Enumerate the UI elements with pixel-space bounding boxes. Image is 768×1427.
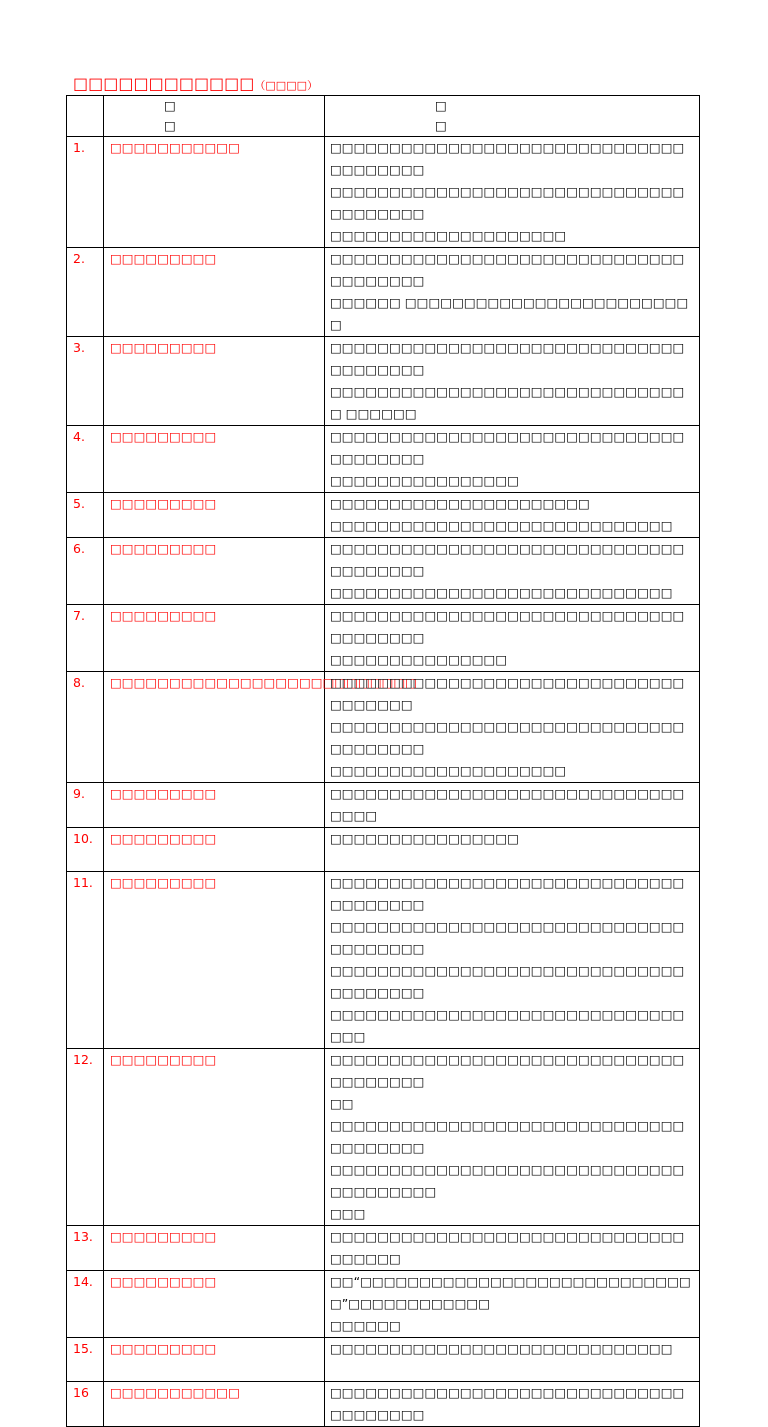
table-row — [67, 248, 700, 337]
table-row — [67, 1382, 700, 1427]
row-term: □□□□□□□□□ — [104, 538, 325, 605]
row-number: 4. — [67, 426, 104, 493]
row-description — [325, 493, 700, 538]
description-line: □□□□□□□□□□□□□□□□□□□□□□□□□□□□□□□□□□ — [330, 786, 685, 823]
description-line: □□□□□□□□□□□□□□□□□□□□□□□□□□□□□□□□□□□□□□ — [330, 875, 685, 912]
description-line: □□□□□□□□□□□□□□□□□□□□□□□□□□□□□□□□□□□□ — [330, 1229, 685, 1266]
row-description — [325, 828, 700, 872]
row-number: 9. — [67, 783, 104, 828]
table-row — [67, 538, 700, 605]
document-title-main: □□□□□□□□□□□□ — [73, 74, 255, 93]
row-description — [325, 426, 700, 493]
description-line: □□□□□□□□□□□□□□□□□□□□□□□□□□□□□□□□□□□□□□□ — [330, 1162, 685, 1199]
table-row — [67, 493, 700, 538]
row-number: 2. — [67, 248, 104, 337]
description-line: □□□□□□ — [330, 1318, 401, 1333]
row-description — [325, 1271, 700, 1338]
description-line: □□□□□□□□□□□□□□□□□□□□□□□□□□□□□□□□□□□□□ — [330, 675, 685, 712]
description-line: □□□□□□□□□□□□□□□□ — [330, 473, 519, 488]
table-body — [67, 137, 700, 1427]
table-row — [67, 337, 700, 426]
definitions-table — [66, 95, 700, 1427]
row-term: □□□□□□□□□ — [104, 605, 325, 672]
row-term: □□□□□□□□□ — [104, 828, 325, 872]
row-description — [325, 605, 700, 672]
description-line: □□□□□□□□□□□□□□□□□□□□□□□□□□□□□□□□□□□□□□ — [330, 608, 685, 645]
table-row — [67, 1049, 700, 1226]
description-line: □□□ — [330, 1206, 366, 1221]
row-number: 13. — [67, 1226, 104, 1271]
row-term: □□□□□□□□□ — [104, 1226, 325, 1271]
row-term: □□□□□□□□□ — [104, 1338, 325, 1382]
description-line: □□□□□□□□□□□□□□□□ — [330, 831, 519, 846]
row-number: 15. — [67, 1338, 104, 1382]
row-description — [325, 872, 700, 1049]
table-row — [67, 1271, 700, 1338]
description-line: □□□□□□□□□□□□□□□□□□□□□□□□□□□□□□□□□□□□□□ — [330, 919, 685, 956]
description-line: □□□□□□□□□□□□□□□□□□□□□□□□□□□□□□□□□□□□□□ — [330, 1118, 685, 1155]
table-row — [67, 605, 700, 672]
row-term: □□□□□□□□□ — [104, 783, 325, 828]
row-number: 6. — [67, 538, 104, 605]
row-number: 3. — [67, 337, 104, 426]
row-description — [325, 248, 700, 337]
row-term: □□□□□□□□□ — [104, 426, 325, 493]
description-line: □□□□□□□□□□□□□□□□□□□□□□□□□□□□□□□□□□□□□□ — [330, 184, 685, 221]
row-description — [325, 672, 700, 783]
description-line: □□□□□□□□□□□□□□□□□□□□□□□□□□□□□ — [330, 1341, 673, 1356]
row-term: □□□□□□□□□□□ — [104, 137, 325, 248]
description-line: □□□□□□□□□□□□□□□□□□□□□□□□□□□□□□□□□□□□□□ — [330, 251, 685, 288]
header-term — [104, 96, 325, 137]
row-number: 5. — [67, 493, 104, 538]
table-row — [67, 426, 700, 493]
row-description — [325, 337, 700, 426]
header-term-label: □ □ — [164, 98, 248, 133]
row-term: □□□□□□□□□ — [104, 1271, 325, 1338]
table-row — [67, 1338, 700, 1382]
description-line: □□□□□□□□□□□□□□□□□□□□□□ — [330, 496, 590, 511]
row-description — [325, 1338, 700, 1382]
row-term: □□□□□□□□□ — [104, 1049, 325, 1226]
header-description — [325, 96, 700, 137]
description-line: □□□□□□□□□□□□□□□□□□□□□□□□□□□□□□□□□□□□□□ — [330, 963, 685, 1000]
description-line: □□□□□□□□□□□□□□□□□□□□□□□□□□□□□□□□□□□□□□ — [330, 1385, 685, 1422]
description-line: □□□□□□□□□□□□□□□□□□□□ — [330, 763, 567, 778]
row-term: □□□□□□□□□□□□□□□□□□□□□□□□□□ — [104, 672, 325, 783]
row-term: □□□□□□□□□ — [104, 493, 325, 538]
row-number: 12. — [67, 1049, 104, 1226]
table-row — [67, 1226, 700, 1271]
description-line: □□□□□□□□□□□□□□□□□□□□□□□□□□□□□□□ □□□□□□ — [330, 384, 685, 421]
description-line: □□□□□□□□□□□□□□□□□□□□□□□□□□□□□□□□□□□□□□ — [330, 140, 685, 177]
row-description — [325, 137, 700, 248]
row-number: 8. — [67, 672, 104, 783]
row-term: □□□□□□□□□ — [104, 337, 325, 426]
description-line: □□□□□□□□□□□□□□□□□□□□□□□□□□□□□□□□□□□□□□ — [330, 541, 685, 578]
row-term: □□□□□□□□□ — [104, 872, 325, 1049]
row-number: 14. — [67, 1271, 104, 1338]
description-line: □□ — [330, 1096, 354, 1111]
table-row — [67, 672, 700, 783]
table-row — [67, 872, 700, 1049]
description-line: □□□□□□□□□□□□□□□□□□□□□□□□□□□□□ — [330, 518, 673, 533]
row-description — [325, 783, 700, 828]
description-line: □□□□□□□□□□□□□□□□□□□□□□□□□□□□□□□□□□□□□□ — [330, 719, 685, 756]
document-title-sub: （□□□□） — [254, 79, 318, 92]
row-term: □□□□□□□□□ — [104, 248, 325, 337]
row-number: 7. — [67, 605, 104, 672]
table-row — [67, 137, 700, 248]
row-description — [325, 1382, 700, 1427]
row-term: □□□□□□□□□□□ — [104, 1382, 325, 1427]
table-row — [67, 783, 700, 828]
description-line: □□□□□□□□□□□□□□□□□□□□□□□□□□□□□□□□□□□□□□ — [330, 1052, 685, 1089]
description-line: □□□□□□ □□□□□□□□□□□□□□□□□□□□□□□□□ — [330, 295, 689, 332]
header-number — [67, 96, 104, 137]
table-row — [67, 828, 700, 872]
row-description — [325, 1226, 700, 1271]
description-line: □□□□□□□□□□□□□□□□□□□□□□□□□□□□□□□□□□□□□□ — [330, 340, 685, 377]
header-description-label: □ □ — [435, 98, 559, 133]
table-header-row — [67, 96, 700, 137]
row-description — [325, 538, 700, 605]
description-line: □□□□□□□□□□□□□□□□□□□□□□□□□□□□□ — [330, 585, 673, 600]
row-number: 16 — [67, 1382, 104, 1427]
row-number: 11. — [67, 872, 104, 1049]
description-line: □□□□□□□□□□□□□□□ — [330, 652, 508, 667]
description-line: □□□□□□□□□□□□□□□□□□□□ — [330, 228, 567, 243]
description-line: □□“□□□□□□□□□□□□□□□□□□□□□□□□□□□□□”□□□□□□□□□□□□ — [330, 1274, 691, 1311]
row-description — [325, 1049, 700, 1226]
row-number: 1. — [67, 137, 104, 248]
row-number: 10. — [67, 828, 104, 872]
description-line: □□□□□□□□□□□□□□□□□□□□□□□□□□□□□□□□□ — [330, 1007, 685, 1044]
document-title — [73, 74, 318, 96]
description-line: □□□□□□□□□□□□□□□□□□□□□□□□□□□□□□□□□□□□□□ — [330, 429, 685, 466]
